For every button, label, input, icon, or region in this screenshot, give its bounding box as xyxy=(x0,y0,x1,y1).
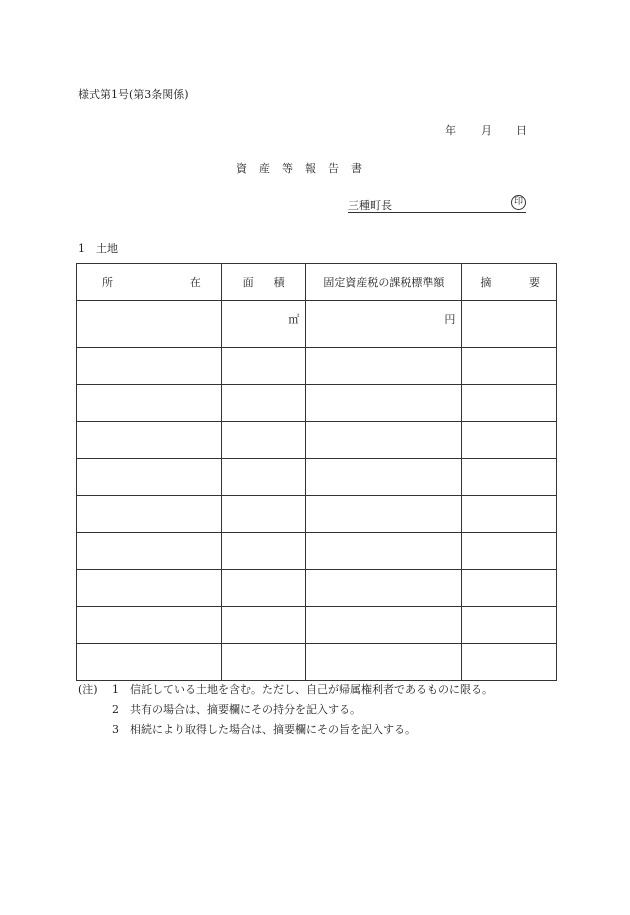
header-note-b: 要 xyxy=(529,276,540,289)
area-cell[interactable] xyxy=(221,496,306,533)
note-number: 3 xyxy=(112,723,119,736)
note-cell[interactable] xyxy=(462,422,557,459)
table-row xyxy=(77,301,557,348)
tax-value-cell[interactable] xyxy=(306,533,462,570)
document-title: 資産等報告書 xyxy=(236,162,374,175)
table-row xyxy=(77,533,557,570)
table-row xyxy=(77,570,557,607)
header-location-b: 在 xyxy=(189,276,201,289)
header-tax-value: 固定資産税の課税標準額 xyxy=(306,264,462,301)
area-cell[interactable] xyxy=(221,385,306,422)
table-header-row xyxy=(77,264,557,301)
tax-value-cell[interactable] xyxy=(306,459,462,496)
note-text: 相続により取得した場合は、摘要欄にその旨を記入する。 xyxy=(130,723,416,736)
tax-value-cell[interactable] xyxy=(306,385,462,422)
note-item xyxy=(78,720,493,740)
tax-value-cell[interactable] xyxy=(306,348,462,385)
area-cell[interactable] xyxy=(221,644,306,681)
location-cell[interactable] xyxy=(77,301,222,348)
section-heading: 1 土地 xyxy=(78,242,118,255)
addressee-name: 三種町長 xyxy=(348,199,392,212)
area-cell[interactable] xyxy=(221,459,306,496)
table-row xyxy=(77,459,557,496)
tax-value-cell[interactable] xyxy=(306,607,462,644)
location-cell[interactable] xyxy=(77,385,222,422)
header-note xyxy=(462,264,557,301)
note-number: 1 xyxy=(112,683,119,696)
notes-section xyxy=(78,680,493,740)
form-number: 様式第1号(第3条関係) xyxy=(78,88,189,101)
location-cell[interactable] xyxy=(77,422,222,459)
note-cell[interactable] xyxy=(462,385,557,422)
addressee-line xyxy=(348,197,526,213)
header-note-a: 摘 xyxy=(480,276,492,289)
note-cell[interactable] xyxy=(462,533,557,570)
seal-icon: 印 xyxy=(511,195,526,210)
location-cell[interactable] xyxy=(77,570,222,607)
location-cell[interactable] xyxy=(77,533,222,570)
area-unit-label: ㎡ xyxy=(288,313,300,326)
date-year-label: 年 xyxy=(445,124,456,137)
table-row xyxy=(77,496,557,533)
note-item xyxy=(78,700,493,720)
note-cell[interactable] xyxy=(462,496,557,533)
note-text: 信託している土地を含む。ただし、自己が帰属権利者であるものに限る。 xyxy=(130,683,493,696)
notes-label: (注) xyxy=(78,683,98,696)
note-cell[interactable] xyxy=(462,644,557,681)
area-cell[interactable] xyxy=(221,422,306,459)
header-area-b: 積 xyxy=(273,276,285,289)
table-row xyxy=(77,348,557,385)
location-cell[interactable] xyxy=(77,607,222,644)
note-text: 共有の場合は、摘要欄にその持分を記入する。 xyxy=(130,703,361,716)
land-table xyxy=(76,263,557,681)
date-day-label: 日 xyxy=(516,124,527,137)
header-location-a: 所 xyxy=(102,276,113,289)
location-cell[interactable] xyxy=(77,644,222,681)
header-location xyxy=(77,264,222,301)
tax-value-cell[interactable] xyxy=(306,570,462,607)
header-area-a: 面 xyxy=(242,276,254,289)
tax-value-cell[interactable] xyxy=(306,496,462,533)
note-number: 2 xyxy=(112,703,119,716)
tax-value-unit-label: 円 xyxy=(444,313,456,326)
table-row xyxy=(77,422,557,459)
area-cell[interactable] xyxy=(221,607,306,644)
area-cell[interactable] xyxy=(221,301,306,348)
note-cell[interactable] xyxy=(462,348,557,385)
note-item xyxy=(78,680,493,700)
note-cell[interactable] xyxy=(462,301,557,348)
header-area xyxy=(221,264,306,301)
note-cell[interactable] xyxy=(462,607,557,644)
table-row xyxy=(77,644,557,681)
tax-value-cell[interactable] xyxy=(306,301,462,348)
tax-value-cell[interactable] xyxy=(306,644,462,681)
date-month-label: 月 xyxy=(481,124,492,137)
note-cell[interactable] xyxy=(462,459,557,496)
tax-value-cell[interactable] xyxy=(306,422,462,459)
note-cell[interactable] xyxy=(462,570,557,607)
area-cell[interactable] xyxy=(221,533,306,570)
table-row xyxy=(77,385,557,422)
location-cell[interactable] xyxy=(77,496,222,533)
location-cell[interactable] xyxy=(77,459,222,496)
table-row xyxy=(77,607,557,644)
area-cell[interactable] xyxy=(221,348,306,385)
location-cell[interactable] xyxy=(77,348,222,385)
area-cell[interactable] xyxy=(221,570,306,607)
